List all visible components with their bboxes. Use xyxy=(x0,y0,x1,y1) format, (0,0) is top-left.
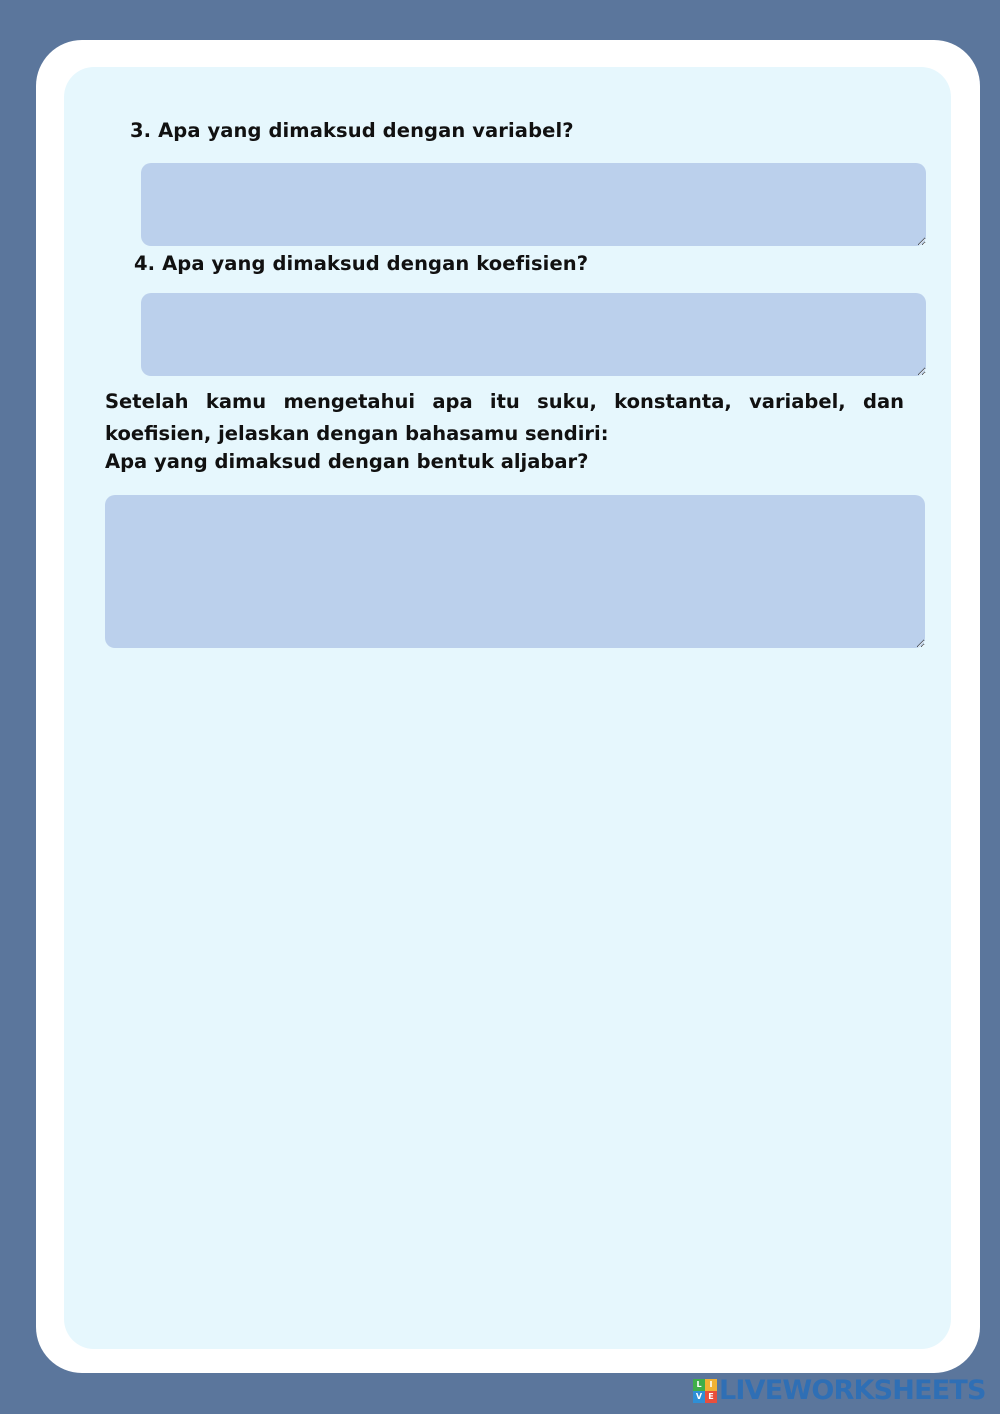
logo-letter-v: V xyxy=(693,1391,705,1403)
liveworksheets-logo-icon xyxy=(693,1379,717,1403)
question-4-text: 4. Apa yang dimaksud dengan koefisien? xyxy=(134,252,589,275)
logo-letter-l: L xyxy=(693,1379,705,1391)
liveworksheets-wordmark: LIVEWORKSHEETS xyxy=(719,1375,986,1406)
instruction-paragraph: Setelah kamu mengetahui apa itu suku, konstanta, variabel, dan koefisien, jelaskan dengan bahasamu sendiri: xyxy=(105,390,904,445)
liveworksheets-brand xyxy=(693,1376,986,1406)
answer-box-question-4[interactable] xyxy=(141,293,926,376)
answer-box-question-3[interactable] xyxy=(141,163,926,246)
question-3-text: 3. Apa yang dimaksud dengan variabel? xyxy=(130,119,574,142)
answer-box-bentuk-aljabar[interactable] xyxy=(105,495,925,648)
logo-letter-e: E xyxy=(705,1391,717,1403)
final-question-text: Apa yang dimaksud dengan bentuk aljabar? xyxy=(105,450,589,473)
logo-letter-i: I xyxy=(705,1379,717,1391)
